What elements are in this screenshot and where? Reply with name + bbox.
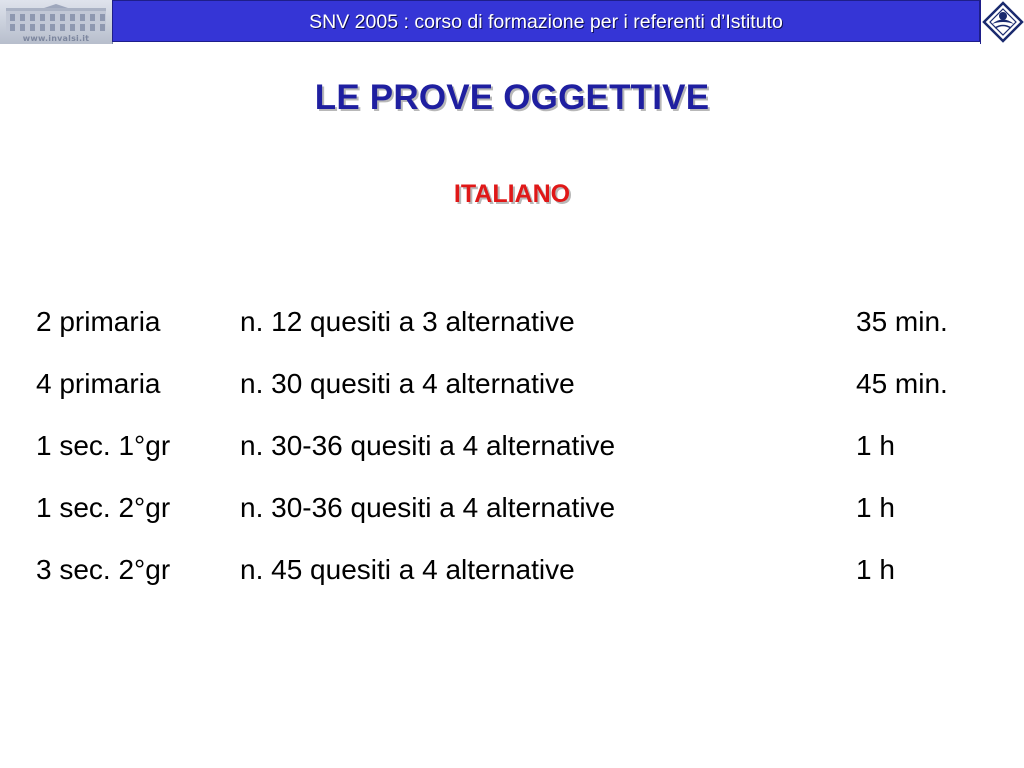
time-cell: 1 h xyxy=(856,430,895,461)
level-cell: 1 sec. 2°gr xyxy=(36,492,171,523)
invalsi-emblem xyxy=(980,0,1024,44)
invalsi-emblem-icon xyxy=(982,1,1024,43)
header-bar xyxy=(112,0,980,42)
level-cell: 1 sec. 1°gr xyxy=(36,430,171,461)
level-cell: 3 sec. 2°gr xyxy=(36,554,171,585)
logo-url-text: www.invalsi.it xyxy=(22,34,90,43)
table-row xyxy=(0,362,1024,424)
building-logo xyxy=(0,0,113,44)
building-icon xyxy=(6,4,106,32)
description-cell: n. 45 quesiti a 4 alternative xyxy=(240,554,575,585)
header-title: SNV 2005 : corso di formazione per i referenti d’Istituto xyxy=(309,11,783,33)
table-row xyxy=(0,300,1024,362)
tests-table xyxy=(0,300,1024,610)
description-cell: n. 12 quesiti a 3 alternative xyxy=(240,306,575,337)
table-row xyxy=(0,424,1024,486)
slide-subtitle: ITALIANO xyxy=(453,180,571,208)
table-row xyxy=(0,548,1024,610)
slide-title: LE PROVE OGGETTIVE xyxy=(314,78,710,117)
level-cell: 4 primaria xyxy=(36,368,161,399)
time-cell: 35 min. xyxy=(856,306,948,337)
description-cell: n. 30-36 quesiti a 4 alternative xyxy=(240,430,616,461)
time-cell: 45 min. xyxy=(856,368,948,399)
time-cell: 1 h xyxy=(856,554,895,585)
description-cell: n. 30 quesiti a 4 alternative xyxy=(240,368,575,399)
header xyxy=(0,0,1024,45)
description-cell: n. 30-36 quesiti a 4 alternative xyxy=(240,492,616,523)
table-row xyxy=(0,486,1024,548)
time-cell: 1 h xyxy=(856,492,895,523)
level-cell: 2 primaria xyxy=(36,306,161,337)
